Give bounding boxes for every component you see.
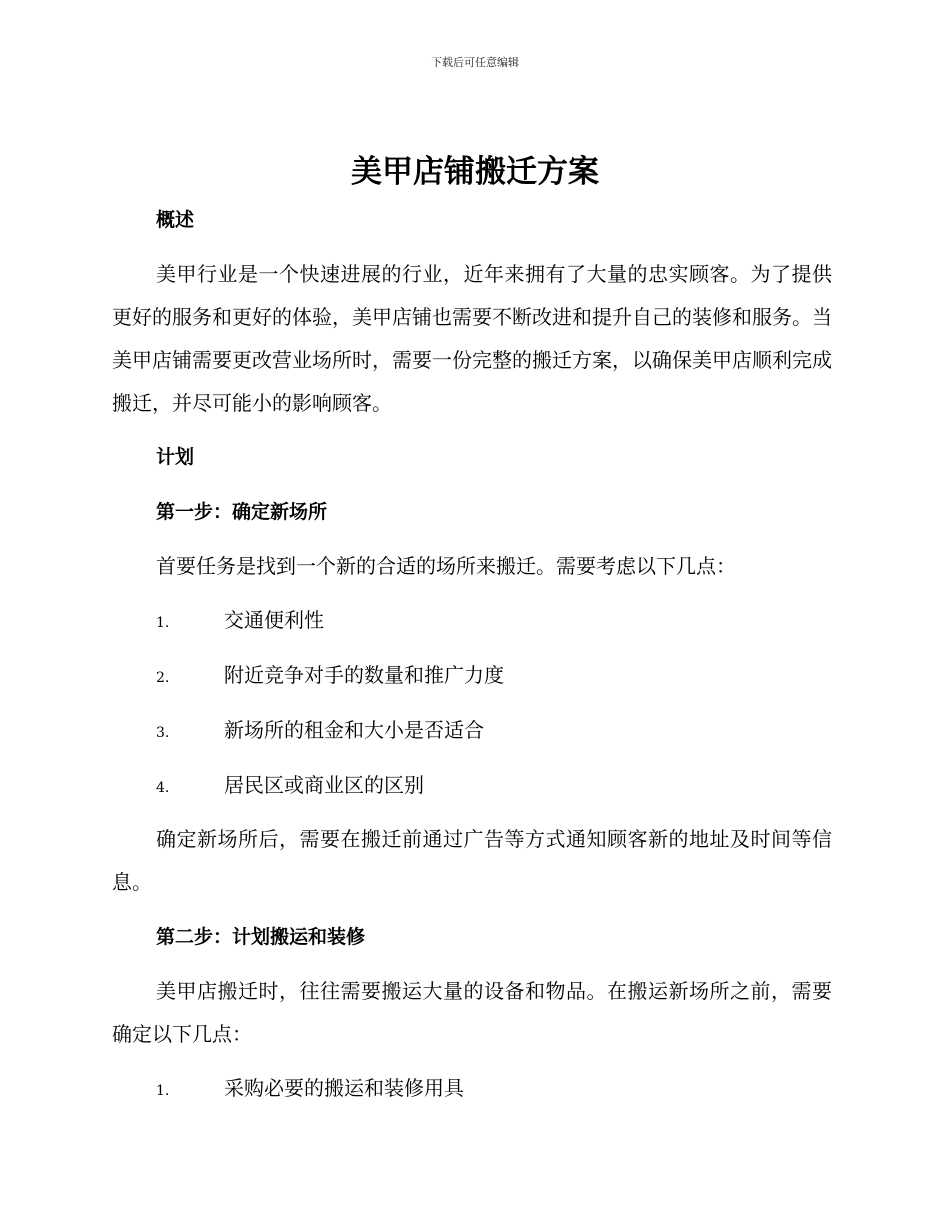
step1-intro-paragraph: 首要任务是找到一个新的合适的场所来搬迁。需要考虑以下几点： bbox=[156, 554, 736, 578]
list-item-number: 1. bbox=[156, 1083, 170, 1099]
document-title: 美甲店铺搬迁方案 bbox=[351, 154, 599, 190]
list-item-number: 3. bbox=[156, 725, 170, 741]
list-item-text: 新场所的租金和大小是否适合 bbox=[224, 718, 484, 742]
header-note: 下载后可任意编辑 bbox=[431, 56, 519, 69]
step2-heading: 第二步：计划搬运和装修 bbox=[156, 926, 366, 948]
section-heading-overview: 概述 bbox=[156, 209, 195, 231]
list-item bbox=[156, 604, 324, 639]
list-item-number: 1. bbox=[156, 615, 170, 631]
list-item bbox=[156, 1072, 464, 1107]
list-item-text: 采购必要的搬运和装修用具 bbox=[224, 1076, 464, 1100]
list-item-number: 2. bbox=[156, 670, 170, 686]
list-item bbox=[156, 769, 424, 804]
step1-heading: 第一步：确定新场所 bbox=[156, 501, 328, 523]
overview-paragraph: 美甲行业是一个快速进展的行业，近年来拥有了大量的忠实顾客。为了提供更好的服务和更好的体验，美甲店铺也需要不断改进和提升自己的装修和服务。当美甲店铺需要更改营业场所时，需要一份完整的搬迁方案，以确保美甲店顺利完成搬迁，并尽可能小的影响顾客。 bbox=[112, 262, 832, 415]
list-item-text: 交通便利性 bbox=[224, 608, 324, 632]
step1-outro-paragraph: 确定新场所后，需要在搬迁前通过广告等方式通知顾客新的地址及时间等信息。 bbox=[112, 827, 832, 894]
list-item-text: 附近竞争对手的数量和推广力度 bbox=[224, 663, 504, 687]
list-item bbox=[156, 714, 484, 749]
list-item bbox=[156, 659, 504, 694]
step2-intro-paragraph: 美甲店搬迁时，往往需要搬运大量的设备和物品。在搬运新场所之前，需要确定以下几点： bbox=[112, 979, 832, 1046]
section-heading-plan: 计划 bbox=[156, 446, 195, 468]
list-item-number: 4. bbox=[156, 780, 170, 796]
list-item-text: 居民区或商业区的区别 bbox=[224, 773, 424, 797]
